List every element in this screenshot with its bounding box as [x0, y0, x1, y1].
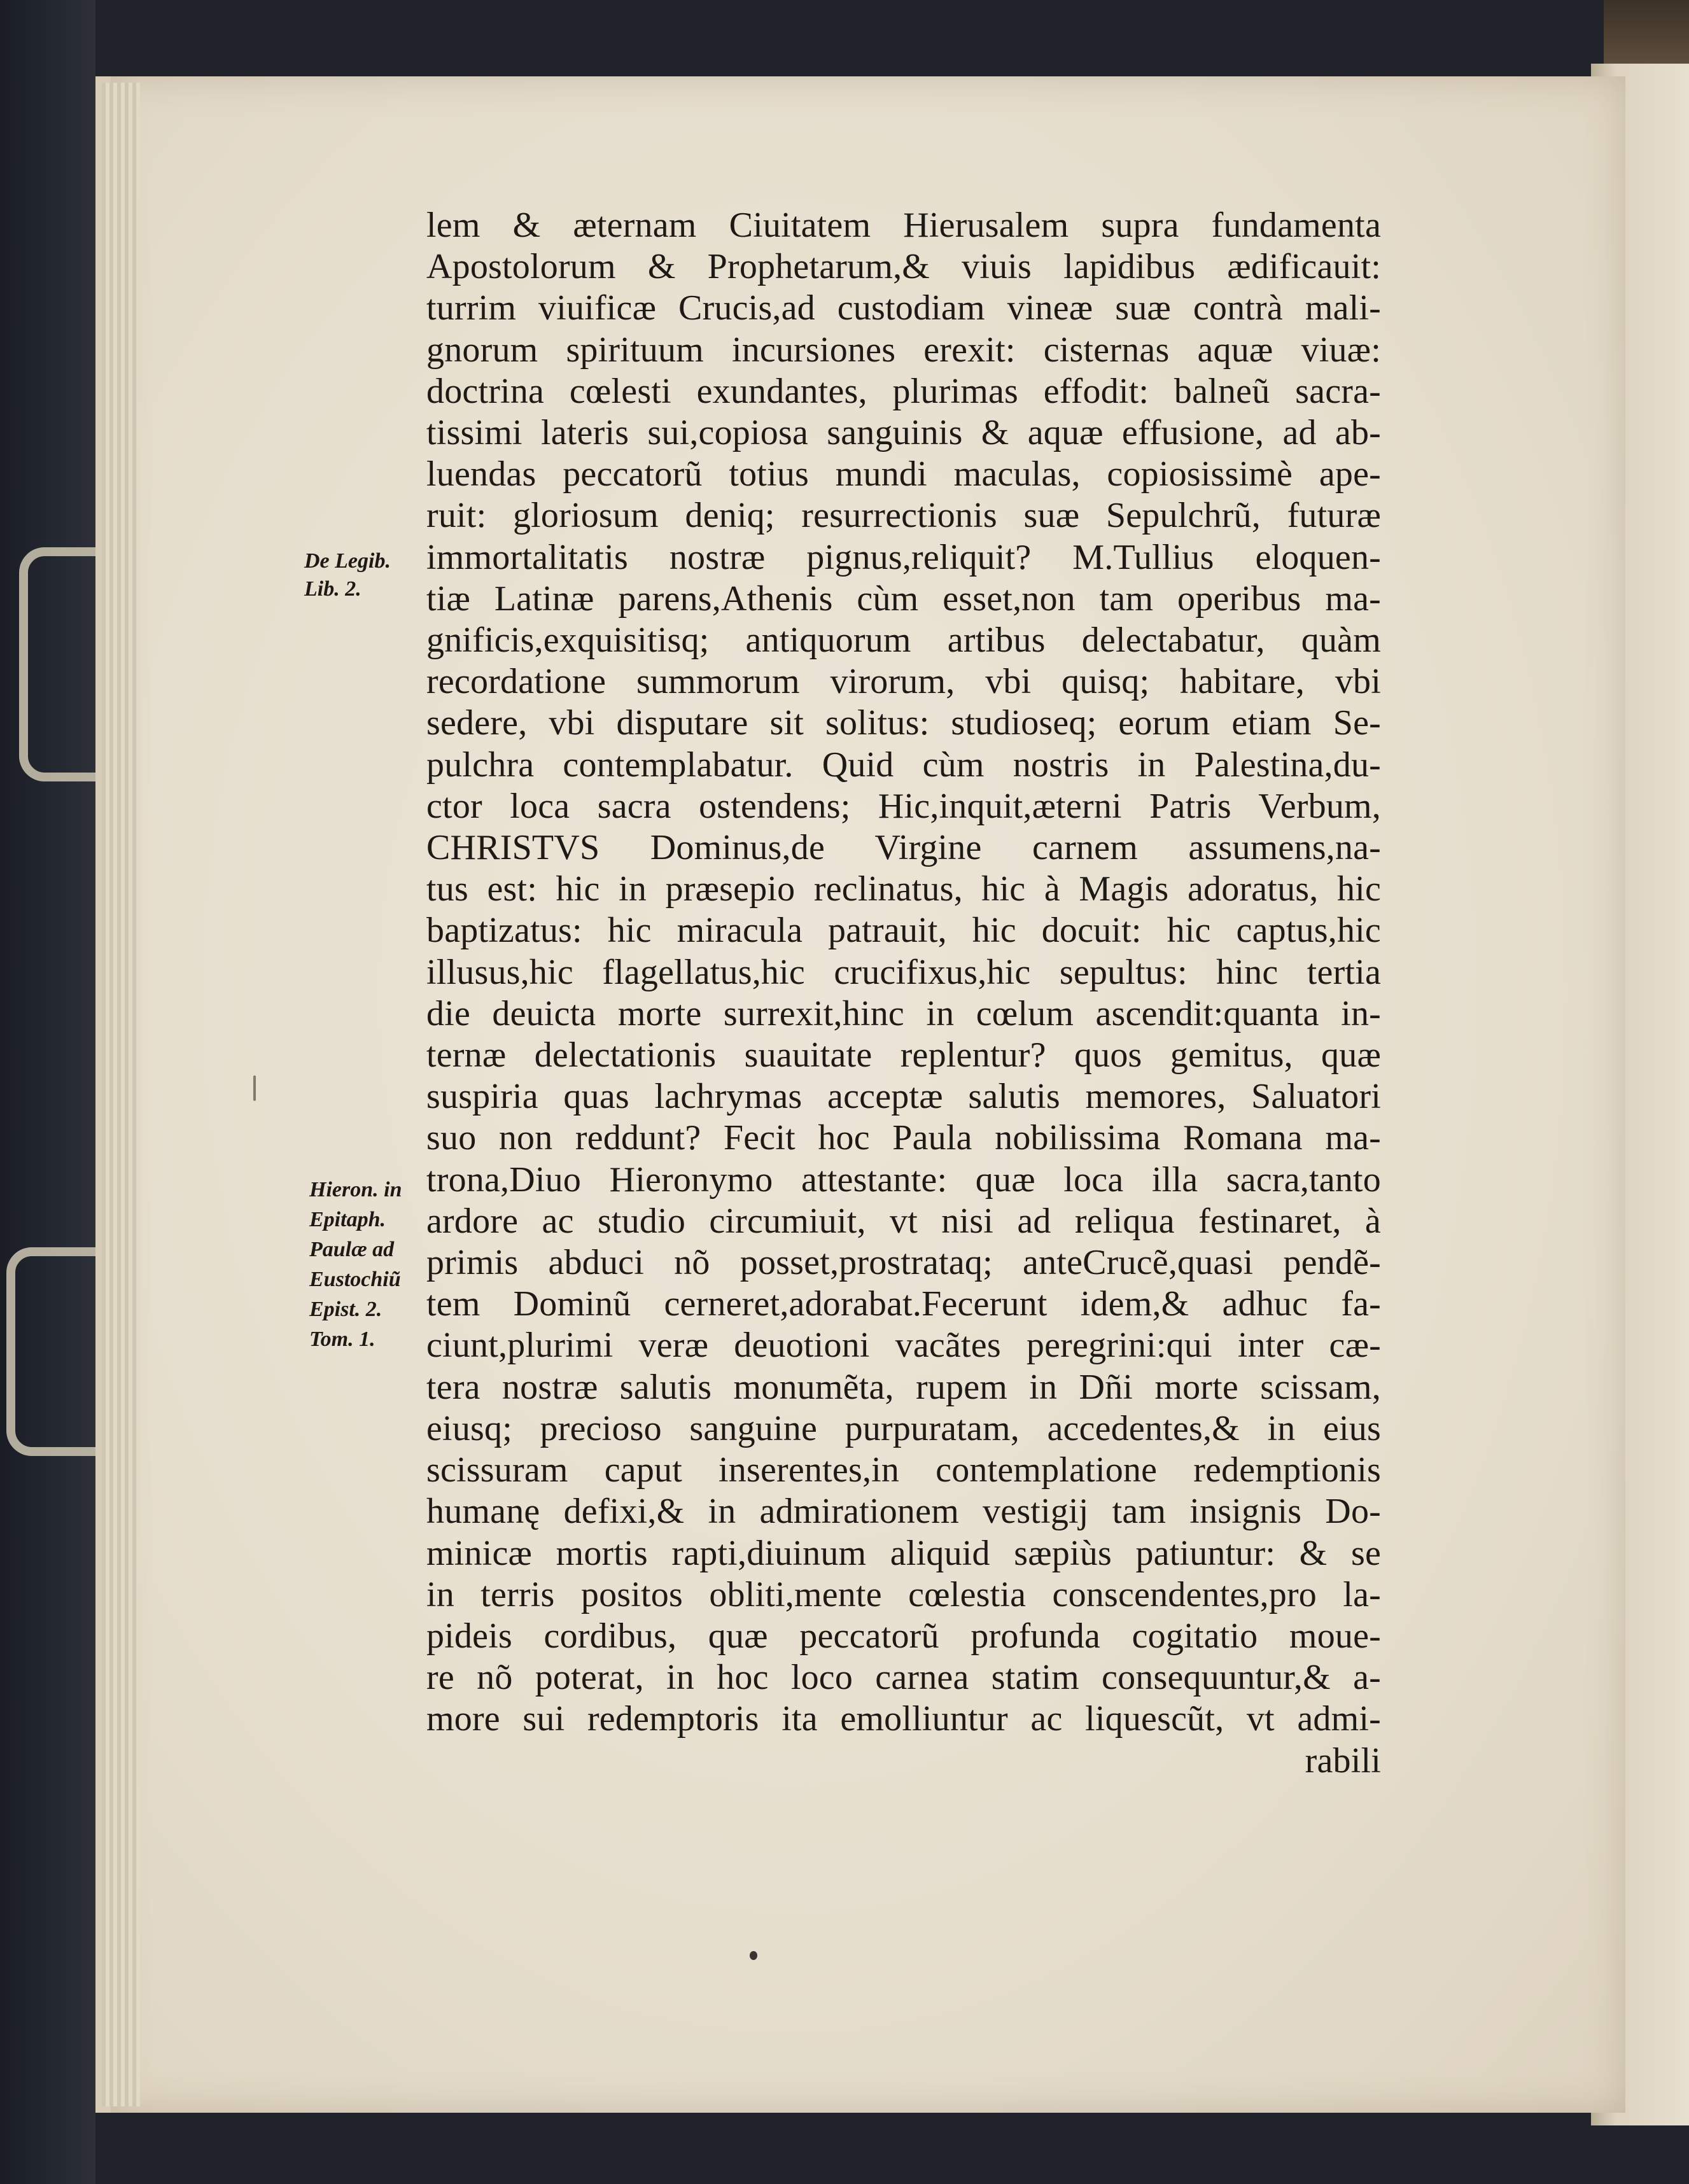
text-line: trona,Diuo Hieronymo attestante: quæ loca illa sacra,tanto	[426, 1159, 1381, 1200]
text-line: CHRISTVS Dominus,de Virgine carnem assumens,na-	[426, 828, 1381, 868]
marginal-note-line: Epist. 2.	[309, 1298, 382, 1321]
marginal-note-line: Hieron. in	[309, 1178, 402, 1201]
text-line: suo non reddunt? Fecit hoc Paula nobilissima Romana ma-	[426, 1118, 1381, 1158]
text-line: more sui redemptoris ita emolliuntur ac liquescũt, vt admi-	[426, 1699, 1381, 1739]
marginal-note-line: Tom. 1.	[309, 1327, 375, 1351]
text-line: tus est: hic in præsepio reclinatus, hic à Magis adoratus, hic	[426, 869, 1381, 909]
text-line: suspiria quas lachrymas acceptæ salutis memores, Saluatori	[426, 1077, 1381, 1117]
text-line: in terris positos obliti,mente cœlestia conscendentes,pro la-	[426, 1574, 1381, 1614]
text-line: gnorum spirituum incursiones erexit: cisternas aquæ viuæ:	[426, 330, 1381, 370]
text-line: pideis cordibus, quæ peccatorũ profunda cogitatio moue-	[426, 1616, 1381, 1656]
marginal-note-line: De Legib.	[304, 549, 391, 573]
text-line: ternæ delectationis suauitate replentur? quos gemitus, quæ	[426, 1035, 1381, 1075]
text-line: eiusq; precioso sanguine purpuratam, accedentes,& in eius	[426, 1408, 1381, 1448]
text-line: humanę defixi,& in admirationem vestigij tam insignis Do-	[426, 1492, 1381, 1532]
page-stack-edge	[102, 83, 140, 2106]
text-line: turrim viuificæ Crucis,ad custodiam vineæ suæ contrà mali-	[426, 288, 1381, 328]
marginal-note-hieronymus	[309, 1175, 402, 1354]
text-line: tiæ Latinæ parens,Athenis cùm esset,non tam operibus ma-	[426, 578, 1381, 619]
text-line: sedere, vbi disputare sit solitus: studioseq; eorum etiam Se-	[426, 703, 1381, 743]
marginal-note-line: Eustochiũ	[309, 1268, 401, 1291]
text-line: Apostolorum & Prophetarum,& viuis lapidibus ædificauit:	[426, 247, 1381, 287]
marginal-note-line: Paulæ ad	[309, 1238, 395, 1261]
text-line: illusus,hic flagellatus,hic crucifixus,hic sepultus: hinc tertia	[426, 952, 1381, 992]
ink-speck	[750, 1951, 757, 1960]
text-line: doctrina cœlesti exundantes, plurimas effodit: balneũ sacra-	[426, 371, 1381, 411]
text-line: ctor loca sacra ostendens; Hic,inquit,æterni Patris Verbum,	[426, 786, 1381, 826]
text-line: baptizatus: hic miracula patrauit, hic docuit: hic captus,hic	[426, 911, 1381, 951]
text-line: primis abduci nõ posset,prostrataq; anteCrucẽ,quasi pendẽ-	[426, 1243, 1381, 1283]
text-line: tera nostræ salutis monumẽta, rupem in Dñi morte scissam,	[426, 1367, 1381, 1407]
marginal-note-line: Epitaph.	[309, 1208, 386, 1231]
text-line: scissuram caput inserentes,in contemplatione redemptionis	[426, 1450, 1381, 1490]
text-line: ruit: gloriosum deniq; resurrectionis suæ Sepulchrũ, futuræ	[426, 496, 1381, 536]
text-line: tem Dominũ cerneret,adorabat.Fecerunt idem,& adhuc fa-	[426, 1284, 1381, 1324]
catchword: rabili	[1305, 1740, 1381, 1781]
marginal-note-de-legibus	[304, 547, 391, 603]
text-line: lem & æternam Ciuitatem Hierusalem supra fundamenta	[426, 206, 1381, 245]
text-line: recordatione summorum virorum, vbi quisq; habitare, vbi	[426, 662, 1381, 702]
binding-cloth	[1604, 0, 1689, 64]
text-line: ardore ac studio circumiuit, vt nisi ad reliqua festinaret, à	[426, 1201, 1381, 1241]
background-edge	[0, 0, 95, 2184]
text-line: pulchra contemplabatur. Quid cùm nostris in Palestina,du-	[426, 745, 1381, 785]
text-line: die deuicta morte surrexit,hinc in cœlum ascendit:quanta in-	[426, 993, 1381, 1033]
text-line: immortalitatis nostræ pignus,reliquit? M.Tullius eloquen-	[426, 537, 1381, 577]
ink-speck	[253, 1075, 256, 1101]
text-line: gnificis,exquisitisq; antiquorum artibus delectabatur, quàm	[426, 620, 1381, 661]
text-line: luendas peccatorũ totius mundi maculas, copiosissimè ape-	[426, 454, 1381, 494]
body-text	[426, 205, 1381, 1782]
text-line: re nõ poterat, in hoc loco carnea statim consequuntur,& a-	[426, 1658, 1381, 1698]
text-line: ciunt,plurimi veræ deuotioni vacãtes peregrini:qui inter cæ-	[426, 1326, 1381, 1366]
text-line: tissimi lateris sui,copiosa sanguinis & aquæ effusione, ad ab-	[426, 413, 1381, 453]
marginal-note-line: Lib. 2.	[304, 577, 361, 601]
text-line: minicæ mortis rapti,diuinum aliquid sæpiùs patiuntur: & se	[426, 1533, 1381, 1573]
